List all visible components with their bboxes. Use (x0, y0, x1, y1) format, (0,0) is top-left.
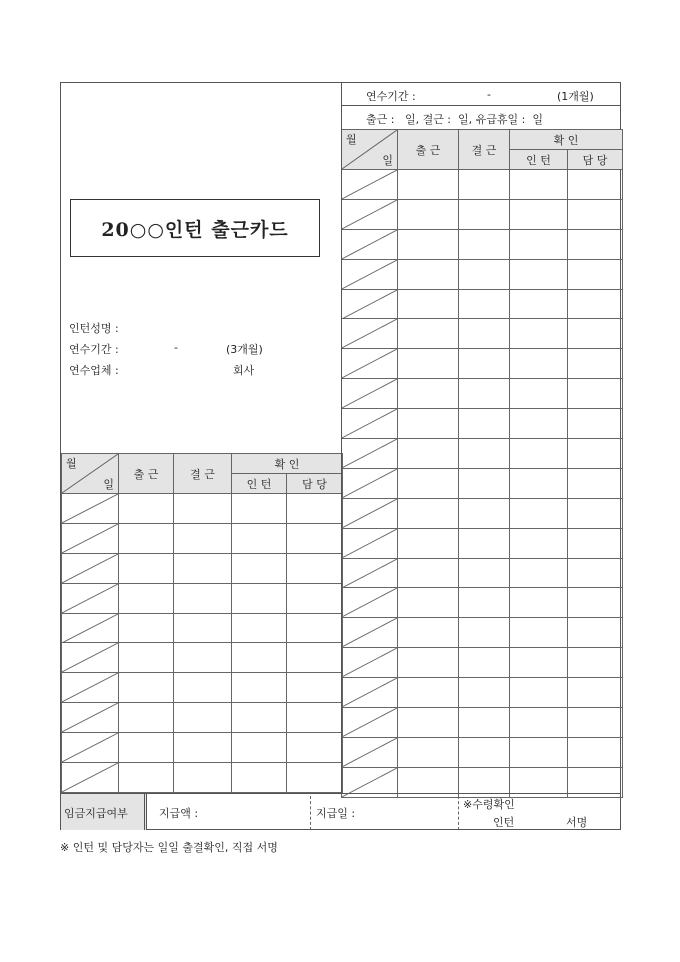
right-month-label: 월 (346, 133, 357, 146)
left-intern-header: 인 턴 (232, 474, 287, 494)
manager-sign-cell[interactable] (287, 613, 343, 643)
manager-sign-cell[interactable] (568, 289, 623, 319)
manager-sign-cell[interactable] (568, 379, 623, 409)
left-period-months: (3개월) (226, 343, 263, 356)
date-cell[interactable] (62, 703, 119, 733)
manager-sign-cell[interactable] (568, 678, 623, 708)
receipt-label: ※수령확인 (463, 798, 515, 811)
attend-cell[interactable] (398, 737, 459, 767)
footer-divider-2 (458, 796, 459, 830)
intern-sign-cell[interactable] (510, 648, 568, 678)
absent-cell[interactable] (459, 468, 510, 498)
amount-label: 지급액 : (159, 807, 199, 820)
absent-cell[interactable] (174, 733, 232, 763)
table-row (342, 678, 623, 708)
table-row (342, 558, 623, 588)
intern-name-label: 인턴성명 : (69, 322, 119, 335)
footer-divider-1 (310, 796, 311, 830)
intern-sign-cell[interactable] (510, 737, 568, 767)
attend-cell[interactable] (398, 618, 459, 648)
table-row (342, 439, 623, 469)
intern-sign-cell[interactable] (510, 259, 568, 289)
date-cell[interactable] (342, 349, 398, 379)
intern-sign-cell[interactable] (510, 439, 568, 469)
manager-sign-cell[interactable] (568, 737, 623, 767)
manager-sign-cell[interactable] (568, 588, 623, 618)
absent-cell[interactable] (459, 708, 510, 738)
absent-cell[interactable] (459, 170, 510, 200)
manager-sign-cell[interactable] (287, 643, 343, 673)
absent-cell[interactable] (174, 523, 232, 553)
date-cell[interactable] (62, 643, 119, 673)
intern-sign-cell[interactable] (510, 588, 568, 618)
intern-sign-cell[interactable] (232, 583, 287, 613)
intern-sign-cell[interactable] (510, 349, 568, 379)
intern-sign-cell[interactable] (510, 289, 568, 319)
manager-sign-cell[interactable] (568, 618, 623, 648)
absent-cell[interactable] (459, 618, 510, 648)
absent-cell[interactable] (174, 703, 232, 733)
company-suffix: 회사 (233, 364, 255, 377)
card-title: 20○○인턴 출근카드 (101, 218, 289, 241)
table-row (342, 618, 623, 648)
absent-cell[interactable] (459, 319, 510, 349)
table-row (62, 553, 343, 583)
absent-cell[interactable] (174, 673, 232, 703)
table-row (342, 648, 623, 678)
manager-sign-cell[interactable] (287, 703, 343, 733)
attend-cell[interactable] (398, 498, 459, 528)
attend-cell[interactable] (398, 349, 459, 379)
right-confirm-header: 확 인 (510, 130, 623, 150)
intern-sign-cell[interactable] (510, 558, 568, 588)
receipt-intern-label: 인턴 (493, 816, 515, 829)
attend-cell[interactable] (398, 199, 459, 229)
attend-cell[interactable] (119, 523, 174, 553)
date-cell[interactable] (342, 229, 398, 259)
intern-sign-cell[interactable] (232, 673, 287, 703)
attend-cell[interactable] (398, 319, 459, 349)
date-cell[interactable] (342, 439, 398, 469)
attend-cell[interactable] (119, 613, 174, 643)
table-row (342, 289, 623, 319)
attend-cell[interactable] (119, 763, 174, 793)
intern-sign-cell[interactable] (510, 498, 568, 528)
company-label: 연수업체 : (69, 364, 119, 377)
table-row (62, 613, 343, 643)
table-row (62, 763, 343, 793)
absent-cell[interactable] (459, 558, 510, 588)
right-period-row (341, 83, 621, 106)
manager-sign-cell[interactable] (287, 553, 343, 583)
intern-sign-cell[interactable] (232, 494, 287, 524)
manager-sign-cell[interactable] (568, 648, 623, 678)
attend-cell[interactable] (119, 673, 174, 703)
attend-cell[interactable] (119, 643, 174, 673)
right-period-months: (1개월) (557, 90, 594, 103)
intern-sign-cell[interactable] (232, 763, 287, 793)
right-attendance-table (341, 129, 623, 798)
attend-cell[interactable] (398, 528, 459, 558)
intern-sign-cell[interactable] (232, 613, 287, 643)
absent-cell[interactable] (459, 379, 510, 409)
absent-cell[interactable] (174, 494, 232, 524)
manager-sign-cell[interactable] (568, 528, 623, 558)
attendance-card (60, 82, 621, 830)
table-row (62, 494, 343, 524)
attend-cell[interactable] (398, 708, 459, 738)
left-confirm-header: 확 인 (232, 454, 343, 474)
manager-sign-cell[interactable] (568, 349, 623, 379)
absent-cell[interactable] (174, 553, 232, 583)
intern-sign-cell[interactable] (232, 643, 287, 673)
date-cell[interactable] (342, 259, 398, 289)
attend-cell[interactable] (398, 229, 459, 259)
manager-sign-cell[interactable] (568, 199, 623, 229)
right-period-dash: - (487, 88, 491, 101)
date-cell[interactable] (342, 678, 398, 708)
attend-cell[interactable] (398, 170, 459, 200)
absent-cell[interactable] (459, 737, 510, 767)
attend-cell[interactable] (398, 678, 459, 708)
table-row (342, 259, 623, 289)
attend-cell[interactable] (119, 583, 174, 613)
date-cell[interactable] (62, 523, 119, 553)
absent-cell[interactable] (174, 763, 232, 793)
table-row (62, 733, 343, 763)
left-month-label: 월 (66, 457, 77, 470)
manager-sign-cell[interactable] (568, 439, 623, 469)
attend-cell[interactable] (119, 703, 174, 733)
date-cell[interactable] (62, 553, 119, 583)
left-absent-header: 결 근 (174, 454, 232, 494)
manager-sign-cell[interactable] (287, 494, 343, 524)
absent-cell[interactable] (459, 498, 510, 528)
manager-sign-cell[interactable] (568, 708, 623, 738)
right-summary: 출근 : 일, 결근 : 일, 유급휴일 : 일 (366, 113, 543, 126)
date-cell[interactable] (342, 558, 398, 588)
absent-cell[interactable] (174, 613, 232, 643)
manager-sign-cell[interactable] (568, 319, 623, 349)
table-row (342, 199, 623, 229)
date-cell[interactable] (342, 528, 398, 558)
date-cell[interactable] (342, 319, 398, 349)
manager-sign-cell[interactable] (568, 468, 623, 498)
table-row (342, 229, 623, 259)
absent-cell[interactable] (174, 583, 232, 613)
intern-sign-cell[interactable] (510, 528, 568, 558)
table-row (342, 528, 623, 558)
manager-sign-cell[interactable] (568, 170, 623, 200)
manager-sign-cell[interactable] (287, 733, 343, 763)
attend-cell[interactable] (398, 379, 459, 409)
attend-cell[interactable] (398, 468, 459, 498)
table-row (342, 588, 623, 618)
attend-cell[interactable] (398, 439, 459, 469)
right-day-label: 일 (382, 154, 393, 167)
absent-cell[interactable] (459, 439, 510, 469)
absent-cell[interactable] (459, 528, 510, 558)
date-cell[interactable] (342, 468, 398, 498)
table-row (342, 409, 623, 439)
table-row (62, 523, 343, 553)
date-label: 지급일 : (316, 807, 356, 820)
table-row (62, 643, 343, 673)
date-cell[interactable] (342, 708, 398, 738)
wage-paid-label: 임금지급여부 (64, 807, 128, 820)
right-month-day-header (342, 130, 398, 170)
table-row (342, 737, 623, 767)
absent-cell[interactable] (459, 289, 510, 319)
date-cell[interactable] (62, 583, 119, 613)
right-intern-header: 인 턴 (510, 150, 568, 170)
center-divider (341, 83, 342, 793)
table-row (62, 583, 343, 613)
attend-cell[interactable] (119, 553, 174, 583)
manager-sign-cell[interactable] (568, 229, 623, 259)
intern-sign-cell[interactable] (510, 199, 568, 229)
date-cell[interactable] (342, 289, 398, 319)
wage-paid-cell (61, 794, 147, 830)
manager-sign-cell[interactable] (568, 259, 623, 289)
attend-cell[interactable] (398, 409, 459, 439)
table-row (342, 379, 623, 409)
footer-row (61, 793, 620, 830)
intern-sign-cell[interactable] (510, 708, 568, 738)
date-cell[interactable] (342, 379, 398, 409)
absent-cell[interactable] (459, 409, 510, 439)
date-cell[interactable] (62, 494, 119, 524)
manager-sign-cell[interactable] (287, 523, 343, 553)
manager-sign-cell[interactable] (568, 558, 623, 588)
date-cell[interactable] (342, 170, 398, 200)
date-cell[interactable] (342, 648, 398, 678)
receipt-sign-label: 서명 (566, 816, 588, 829)
date-cell[interactable] (342, 618, 398, 648)
date-cell[interactable] (342, 737, 398, 767)
table-row (62, 703, 343, 733)
manager-sign-cell[interactable] (287, 763, 343, 793)
intern-sign-cell[interactable] (510, 379, 568, 409)
date-cell[interactable] (342, 409, 398, 439)
absent-cell[interactable] (459, 229, 510, 259)
intern-sign-cell[interactable] (232, 523, 287, 553)
left-period-dash: - (174, 341, 178, 354)
intern-sign-cell[interactable] (232, 703, 287, 733)
table-row (342, 170, 623, 200)
attend-cell[interactable] (398, 558, 459, 588)
absent-cell[interactable] (459, 349, 510, 379)
table-row (342, 498, 623, 528)
attend-cell[interactable] (119, 494, 174, 524)
date-cell[interactable] (62, 763, 119, 793)
date-cell[interactable] (342, 588, 398, 618)
date-cell[interactable] (62, 613, 119, 643)
intern-sign-cell[interactable] (232, 553, 287, 583)
left-period-label: 연수기간 : (69, 343, 119, 356)
right-absent-header: 결 근 (459, 130, 510, 170)
attend-cell[interactable] (398, 259, 459, 289)
absent-cell[interactable] (459, 648, 510, 678)
intern-sign-cell[interactable] (510, 229, 568, 259)
table-row (342, 349, 623, 379)
left-attendance-table (61, 453, 343, 793)
date-cell[interactable] (342, 199, 398, 229)
manager-sign-cell[interactable] (287, 583, 343, 613)
table-row (342, 708, 623, 738)
left-day-label: 일 (103, 478, 114, 491)
intern-sign-cell[interactable] (510, 678, 568, 708)
attend-cell[interactable] (398, 588, 459, 618)
right-manager-header: 담 당 (568, 150, 623, 170)
right-period-label: 연수기간 : (366, 90, 416, 103)
left-attend-header: 출 근 (119, 454, 174, 494)
intern-sign-cell[interactable] (510, 319, 568, 349)
left-manager-header: 담 당 (287, 474, 343, 494)
attend-cell[interactable] (119, 733, 174, 763)
absent-cell[interactable] (459, 199, 510, 229)
attend-cell[interactable] (398, 289, 459, 319)
absent-cell[interactable] (459, 678, 510, 708)
right-summary-row (341, 106, 621, 129)
left-month-day-header (62, 454, 119, 494)
table-row (62, 673, 343, 703)
table-row (342, 468, 623, 498)
absent-cell[interactable] (174, 643, 232, 673)
intern-sign-cell[interactable] (510, 468, 568, 498)
manager-sign-cell[interactable] (568, 409, 623, 439)
intern-sign-cell[interactable] (510, 170, 568, 200)
attend-cell[interactable] (398, 648, 459, 678)
intern-sign-cell[interactable] (510, 618, 568, 648)
absent-cell[interactable] (459, 588, 510, 618)
absent-cell[interactable] (459, 259, 510, 289)
manager-sign-cell[interactable] (568, 498, 623, 528)
footnote: ※ 인턴 및 담당자는 일일 출결확인, 직접 서명 (60, 841, 278, 854)
card-title-box (70, 199, 320, 257)
date-cell[interactable] (342, 498, 398, 528)
intern-sign-cell[interactable] (510, 409, 568, 439)
intern-sign-cell[interactable] (232, 733, 287, 763)
manager-sign-cell[interactable] (287, 673, 343, 703)
right-attend-header: 출 근 (398, 130, 459, 170)
date-cell[interactable] (62, 733, 119, 763)
table-row (342, 319, 623, 349)
date-cell[interactable] (62, 673, 119, 703)
